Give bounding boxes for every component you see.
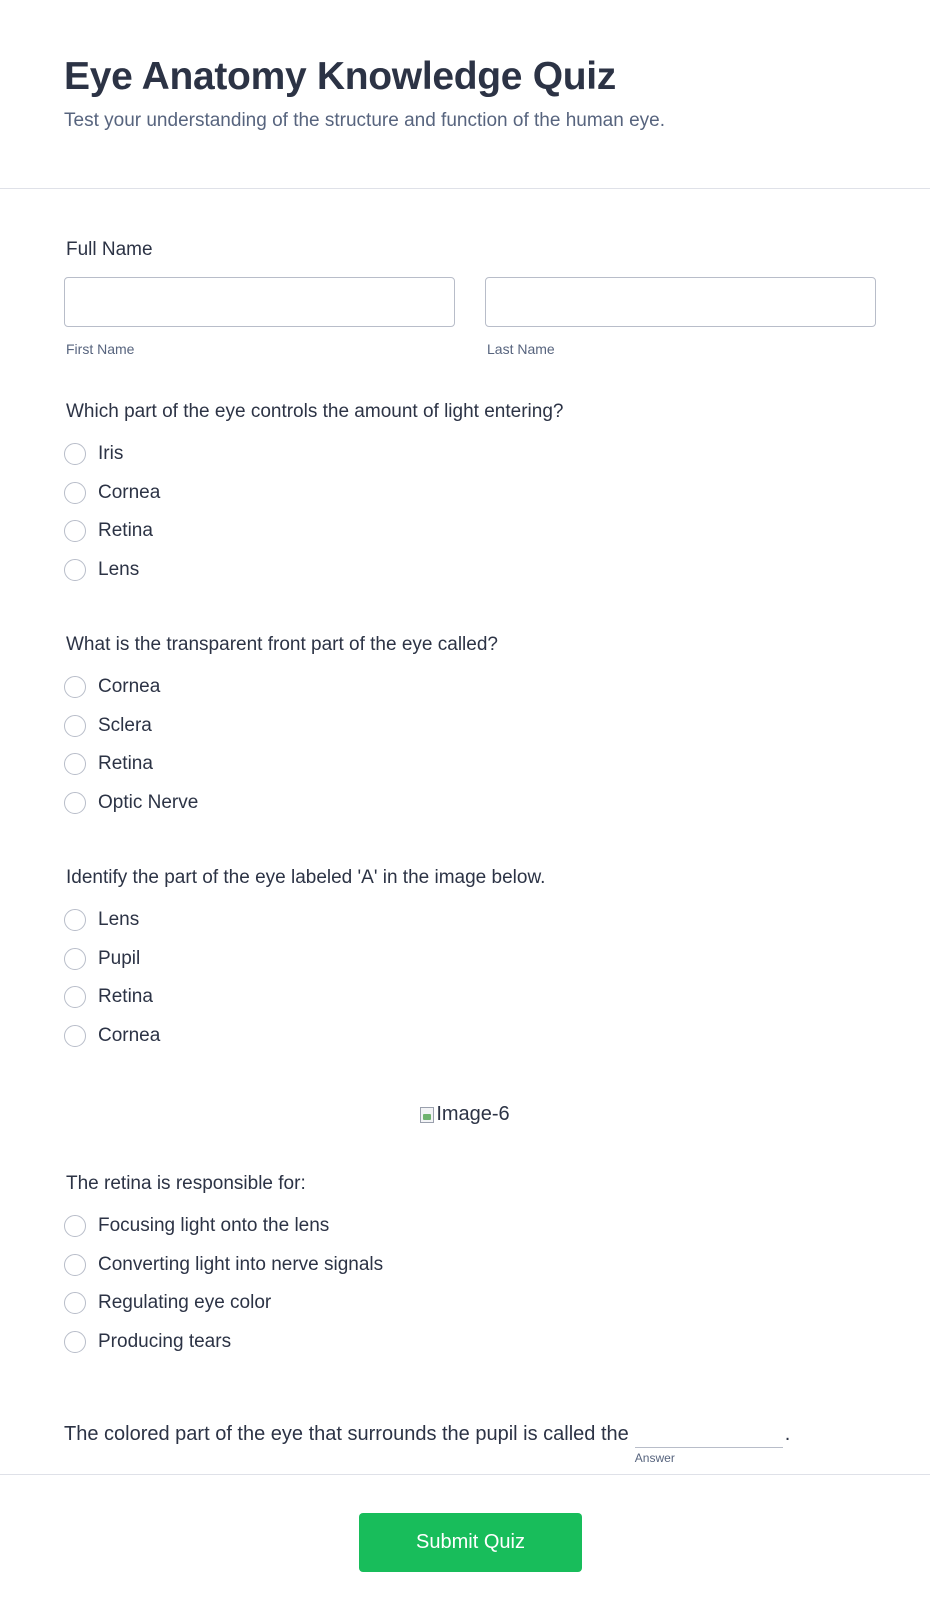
- radio-button[interactable]: [64, 753, 86, 775]
- last-name-input[interactable]: [485, 277, 876, 327]
- option-label: Regulating eye color: [98, 1292, 272, 1314]
- image-alt-text: Image-6: [436, 1103, 510, 1125]
- radio-button[interactable]: [64, 792, 86, 814]
- question-4-option-3[interactable]: [64, 1284, 866, 1323]
- radio-button[interactable]: [64, 909, 86, 931]
- radio-button[interactable]: [64, 1254, 86, 1276]
- option-label: Cornea: [98, 481, 161, 503]
- question-4-option-4[interactable]: [64, 1323, 866, 1362]
- option-label: Retina: [98, 753, 153, 775]
- question-2-options: [64, 668, 866, 822]
- radio-button[interactable]: [64, 520, 86, 542]
- form-footer: [0, 1474, 930, 1623]
- option-label: Retina: [98, 986, 153, 1008]
- question-4-option-2[interactable]: [64, 1246, 866, 1285]
- option-label: Producing tears: [98, 1330, 232, 1352]
- question-1: [64, 399, 866, 589]
- option-label: Sclera: [98, 714, 152, 736]
- form-subtitle: Test your understanding of the structure and function of the human eye.: [64, 110, 665, 131]
- option-label: Lens: [98, 909, 140, 931]
- option-label: Cornea: [98, 1024, 161, 1046]
- option-label: Optic Nerve: [98, 791, 199, 813]
- question-1-option-4[interactable]: [64, 551, 866, 590]
- radio-button[interactable]: [64, 1331, 86, 1353]
- answer-sublabel: Answer: [634, 1451, 675, 1465]
- radio-button[interactable]: [64, 948, 86, 970]
- form-header: [0, 0, 930, 189]
- question-4-label: The retina is responsible for:: [66, 1173, 306, 1194]
- answer-input[interactable]: [635, 1421, 783, 1448]
- option-label: Focusing light onto the lens: [98, 1215, 330, 1237]
- question-2-option-1[interactable]: [64, 668, 866, 707]
- fill-in-suffix: .: [784, 1423, 791, 1445]
- question-1-option-1[interactable]: [64, 435, 866, 474]
- question-2-option-3[interactable]: [64, 745, 866, 784]
- question-1-option-3[interactable]: [64, 512, 866, 551]
- radio-button[interactable]: [64, 559, 86, 581]
- question-3: [64, 865, 866, 1055]
- radio-button[interactable]: [64, 1292, 86, 1314]
- question-3-label: Identify the part of the eye labeled 'A' in the image below.: [66, 867, 546, 888]
- radio-button[interactable]: [64, 443, 86, 465]
- broken-image-icon: [420, 1107, 434, 1123]
- fill-in-prompt: The colored part of the eye that surrounds the pupil is called the: [64, 1423, 629, 1445]
- radio-button[interactable]: [64, 676, 86, 698]
- question-2-option-4[interactable]: [64, 784, 866, 823]
- radio-button[interactable]: [64, 1025, 86, 1047]
- question-4: [64, 1171, 866, 1361]
- radio-button[interactable]: [64, 715, 86, 737]
- question-3-option-1[interactable]: [64, 901, 866, 940]
- question-3-option-2[interactable]: [64, 940, 866, 979]
- first-name-input[interactable]: [64, 277, 455, 327]
- option-label: Iris: [98, 443, 124, 465]
- option-label: Retina: [98, 520, 153, 542]
- option-label: Pupil: [98, 947, 141, 969]
- question-3-option-4[interactable]: [64, 1017, 866, 1056]
- option-label: Converting light into nerve signals: [98, 1253, 384, 1275]
- first-name-sublabel: First Name: [66, 341, 135, 357]
- question-image: [64, 1103, 866, 1133]
- question-1-option-2[interactable]: [64, 474, 866, 513]
- full-name-label: Full Name: [66, 239, 153, 260]
- question-2: [64, 632, 866, 822]
- question-2-label: What is the transparent front part of the eye called?: [66, 634, 498, 655]
- form-body: [0, 189, 930, 1465]
- option-label: Cornea: [98, 676, 161, 698]
- fill-in-blank-question: [64, 1421, 866, 1465]
- question-1-options: [64, 435, 866, 589]
- question-3-option-3[interactable]: [64, 978, 866, 1017]
- radio-button[interactable]: [64, 482, 86, 504]
- question-2-option-2[interactable]: [64, 707, 866, 746]
- submit-quiz-button[interactable]: Submit Quiz: [359, 1513, 582, 1572]
- question-1-label: Which part of the eye controls the amount of light entering?: [66, 401, 564, 422]
- last-name-sublabel: Last Name: [487, 341, 555, 357]
- question-3-options: [64, 901, 866, 1055]
- option-label: Lens: [98, 558, 140, 580]
- question-4-option-1[interactable]: [64, 1207, 866, 1246]
- form-title: Eye Anatomy Knowledge Quiz: [64, 55, 617, 98]
- radio-button[interactable]: [64, 986, 86, 1008]
- radio-button[interactable]: [64, 1215, 86, 1237]
- question-4-options: [64, 1207, 866, 1361]
- full-name-field: [64, 189, 866, 357]
